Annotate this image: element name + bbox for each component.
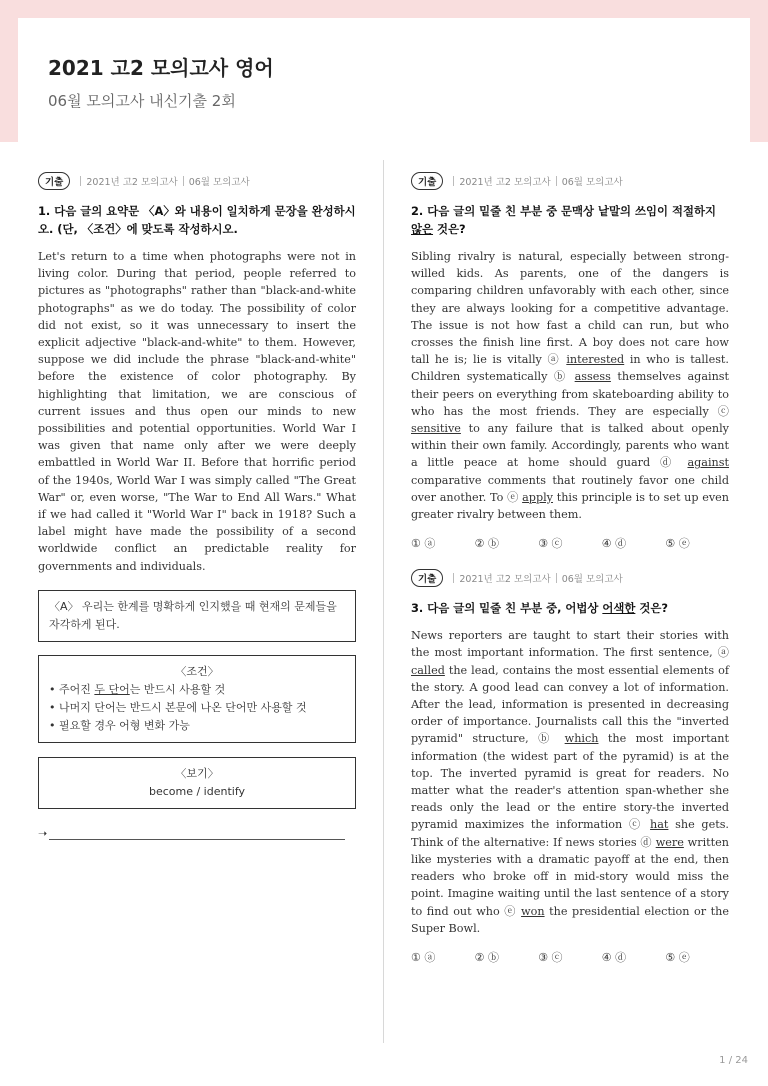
page-number: 1 / 24 — [719, 1055, 748, 1066]
bogi-words: become / identify — [148, 784, 246, 798]
tag-month: 06월 모의고사 — [561, 574, 623, 586]
underlined-word: apply — [522, 490, 554, 504]
tag-separator — [556, 573, 557, 583]
underlined-word: hat — [650, 818, 669, 832]
tag-year: 2021년 고2 모의고사 — [459, 574, 551, 586]
conditions-title: 〈조건〉 — [175, 664, 219, 678]
tag-badge: 기출 — [38, 172, 70, 190]
column-divider — [383, 160, 384, 1043]
underlined-word: assess — [574, 370, 611, 384]
question-tag — [411, 172, 729, 190]
choice-2[interactable]: ② ⓑ — [474, 537, 499, 551]
tag-separator — [80, 176, 81, 186]
choice-4[interactable]: ④ ⓓ — [601, 537, 627, 551]
condition-item: • 필요할 경우 어형 변화 가능 — [49, 717, 345, 735]
summary-text: 〈A〉 우리는 한계를 명확하게 인지했을 때 현재의 문제들을 자각하게 된다. — [49, 599, 337, 631]
question-tag — [38, 172, 356, 190]
choice-1[interactable]: ① ⓐ — [411, 537, 436, 551]
tag-year: 2021년 고2 모의고사 — [459, 177, 551, 188]
question-1-title: 1. 다음 글의 요약문 〈A〉와 내용이 일치하게 문장을 완성하시오. (단, 〈조건〉에 맞도록 작성하시오. — [38, 204, 356, 236]
underlined-word: were — [655, 835, 684, 849]
page-subtitle: 06월 모의고사 내신기출 2회 — [48, 92, 236, 110]
choice-2[interactable]: ② ⓑ — [474, 950, 499, 964]
bogi-title: 〈보기〉 — [175, 766, 219, 780]
page-title: 2021 고2 모의고사 영어 — [48, 56, 274, 80]
question-3-passage: News reporters are taught to start their stories with the most important information. The first sentence, ⓐ called the lead, contains the most essential elements of the story. A good lead can convey a lot of information. After the lead, information is presented in decreasing order of importance. Journalists call this the "inverted pyramid" structure, ⓑ which the most important information (the widest part of the pyramid) is at the top. The inverted pyramid is great for readers. No matter what the reader's attention span-whether she reads only the lead or the entire story-the inverted pyramid maximizes the information ⓒ hat she gets. Think of the alternative: If news stories ⓓ were written like mysteries with a dramatic payoff at the end, then readers who broke off in mid-story would miss the point. Imagine waiting until the last sentence of a story to find out who ⓔ won the presidential election or the Super Bowl. — [411, 629, 729, 935]
choice-5[interactable]: ⑤ ⓔ — [665, 537, 690, 551]
choice-3[interactable]: ③ ⓒ — [538, 537, 563, 551]
tag-separator — [556, 176, 557, 186]
right-column — [411, 172, 729, 965]
tag-month: 06월 모의고사 — [561, 177, 623, 188]
question-2-title: 2. 다음 글의 밑줄 친 부분 중 문맥상 낱말의 쓰임이 적절하지 않은 것은? — [411, 204, 716, 236]
tag-year: 2021년 고2 모의고사 — [86, 177, 178, 188]
conditions-box — [38, 655, 356, 743]
choice-3[interactable]: ③ ⓒ — [538, 950, 563, 964]
tag-separator — [453, 176, 454, 186]
underlined-word: interested — [566, 353, 625, 367]
underlined-word: which — [564, 732, 599, 746]
conditions-list — [49, 681, 345, 735]
underlined-word: won — [521, 904, 545, 918]
tag-badge: 기출 — [411, 569, 443, 587]
tag-month: 06월 모의고사 — [188, 177, 250, 188]
tag-separator — [183, 176, 184, 186]
choice-4[interactable]: ④ ⓓ — [601, 950, 627, 964]
left-column — [38, 172, 356, 840]
arrow-icon: ➝ — [38, 826, 48, 840]
question-3-choices — [411, 949, 729, 965]
underlined-word: against — [687, 456, 729, 470]
choice-5[interactable]: ⑤ ⓔ — [665, 950, 690, 964]
question-2-passage: Sibling rivalry is natural, especially between strong-willed kids. As parents, one of the dangers is comparing children unfavorably with each other, since they are always looking for a competitive advantage. The issue is not how fast a child can run, but who crosses the finish line first. A boy does not care how tall he is; lie is vitally ⓐ interested in who is tallest. Children systematically ⓑ assess themselves against their peers on everything from skateboarding ability to who has the most friends. They are especially ⓒ sensitive to any failure that is talked about openly within their own family. Accordingly, parents who want a little peace at home should guard ⓓ against comparative comments that routinely favor one child over another. To ⓔ apply this principle is to set up even greater rivalry between them. — [411, 250, 730, 522]
condition-item: • 주어진 두 단어는 반드시 사용할 것 — [49, 681, 345, 699]
question-1-passage: Let's return to a time when photographs were not in living color. During that period, people referred to pictures as "photographs" rather than "black-and-white photographs" as we do today. The possibility of color did not exist, so it was unnecessary to insert the explicit adjective "black-and-white" to them. However, suppose we did include the phrase "black-and-white" before the existence of color photography. By highlighting that limitation, we are conscious of current issues and thus open our minds to new possibilities and potential opportunities. World War I was given that name only after we were deeply embattled in World War II. Before that horrific period of the 1940s, World War I was simply called "The Great War" or, even worse, "The War to End All Wars." What if we had called it "World War I" back in 1918? Such a label might have made the possibility of a second worldwide conflict an predictable reality for governments and individuals. — [38, 250, 356, 573]
tag-badge: 기출 — [411, 172, 443, 190]
answer-blank[interactable] — [49, 839, 345, 840]
summary-box — [38, 590, 356, 642]
answer-line[interactable] — [38, 827, 356, 840]
bogi-box — [38, 757, 356, 809]
tag-separator — [453, 573, 454, 583]
question-2-choices — [411, 535, 729, 551]
condition-item: • 나머지 단어는 반드시 본문에 나온 단어만 사용할 것 — [49, 699, 345, 717]
question-tag — [411, 569, 729, 587]
header-card — [18, 18, 750, 142]
underlined-word: sensitive — [411, 422, 461, 436]
question-3-title: 3. 다음 글의 밑줄 친 부분 중, 어법상 어색한 것은? — [411, 601, 668, 616]
choice-1[interactable]: ① ⓐ — [411, 950, 436, 964]
underlined-word: called — [411, 663, 445, 677]
